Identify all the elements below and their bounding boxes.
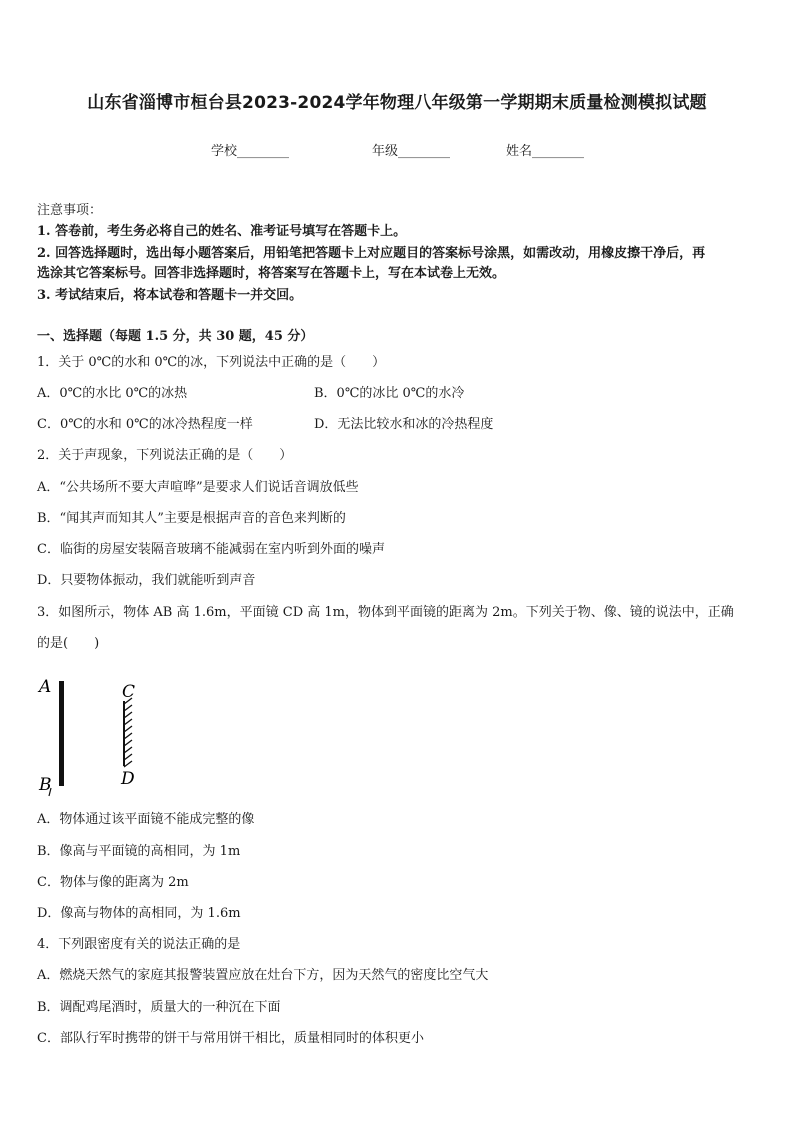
question-2-option-b: B．“闻其声而知其人”主要是根据声音的音色来判断的 xyxy=(37,511,346,526)
question-4-stem: 4．下列跟密度有关的说法正确的是 xyxy=(37,937,241,952)
question-2-stem: 2．关于声现象，下列说法正确的是（ ） xyxy=(37,448,293,463)
name-field: 姓名________ xyxy=(506,144,585,159)
question-1-option-a: A．0℃的水比 0℃的冰热 xyxy=(37,386,188,401)
question-3-stem-line-1: 3．如图所示，物体 AB 高 1.6m，平面镜 CD 高 1m，物体到平面镜的距离为 2m。下列关于物、像、镜的说法中，正确 xyxy=(37,605,734,620)
grade-field: 年级________ xyxy=(372,144,451,159)
mirror-figure xyxy=(37,676,157,800)
question-4-option-a: A．燃烧天然气的家庭其报警装置应放在灶台下方，因为天然气的密度比空气大 xyxy=(37,968,489,983)
question-4-option-c: C．部队行军时携带的饼干与常用饼干相比，质量相同时的体积更小 xyxy=(37,1031,424,1046)
question-1-option-d: D．无法比较水和冰的冷热程度 xyxy=(314,417,494,432)
question-2-option-c: C．临街的房屋安装隔音玻璃不能减弱在室内听到外面的噪声 xyxy=(37,542,385,557)
question-1-option-c: C．0℃的水和 0℃的冰冷热程度一样 xyxy=(37,417,253,432)
label-b: B xyxy=(39,775,52,795)
mirror-hatching xyxy=(124,698,132,767)
note-1: 1. 答卷前，考生务必将自己的姓名、准考证号填写在答题卡上。 xyxy=(37,224,407,239)
object-ab xyxy=(59,681,64,786)
school-field: 学校________ xyxy=(211,144,290,159)
question-2-option-a: A．“公共场所不要大声喧哗”是要求人们说话音调放低些 xyxy=(37,480,359,495)
note-2-line-1: 2. 回答选择题时，选出每小题答案后，用铅笔把答题卡上对应题目的答案标号涂黑，如需改动，用橡皮擦干净后，再 xyxy=(37,246,706,261)
question-3-option-d: D．像高与物体的高相同，为 1.6m xyxy=(37,906,241,921)
note-3: 3. 考试结束后，将本试卷和答题卡一并交回。 xyxy=(37,288,303,303)
label-d: D xyxy=(121,769,135,789)
section-heading: 一、选择题（每题 1.5 分，共 30 题，45 分） xyxy=(37,329,314,344)
question-3-stem-line-2: 的是( ) xyxy=(37,636,100,651)
label-c: C xyxy=(122,682,136,702)
question-4-option-b: B．调配鸡尾酒时，质量大的一种沉在下面 xyxy=(37,1000,281,1015)
document-title: 山东省淄博市桓台县2023-2024学年物理八年级第一学期期末质量检测模拟试题 xyxy=(87,93,707,113)
question-3-option-c: C．物体与像的距离为 2m xyxy=(37,875,189,890)
label-a: A xyxy=(39,677,52,697)
note-2-line-2: 选涂其它答案标号。回答非选择题时，将答案写在答题卡上，写在本试卷上无效。 xyxy=(37,266,506,281)
question-1-stem: 1．关于 0℃的水和 0℃的冰，下列说法中正确的是（ ） xyxy=(37,355,386,370)
question-1-option-b: B．0℃的冰比 0℃的水冷 xyxy=(314,386,465,401)
question-3-option-b: B．像高与平面镜的高相同，为 1m xyxy=(37,844,241,859)
notes-heading: 注意事项： xyxy=(37,203,103,218)
question-3-option-a: A．物体通过该平面镜不能成完整的像 xyxy=(37,812,255,827)
question-2-option-d: D．只要物体振动，我们就能听到声音 xyxy=(37,573,256,588)
